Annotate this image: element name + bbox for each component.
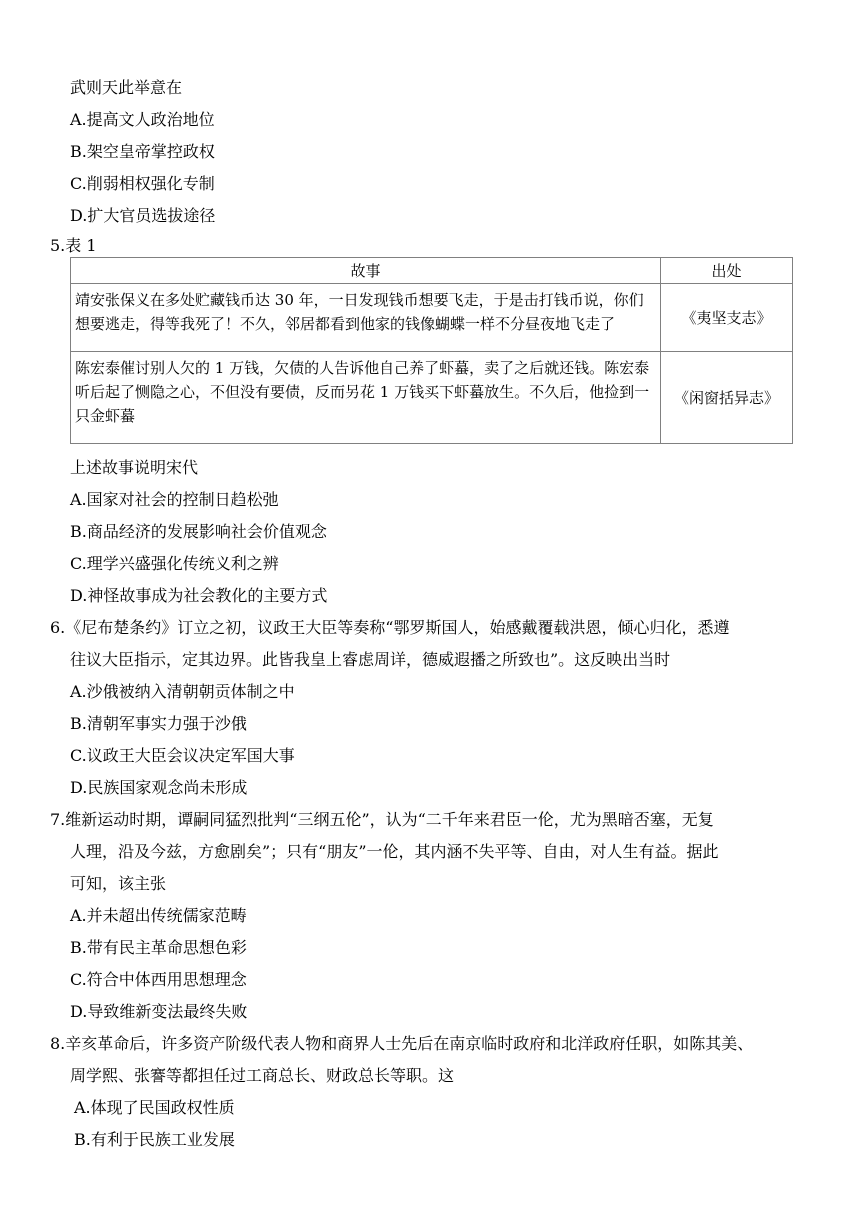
- q7-option-d: D.导致维新变法最终失败: [70, 1002, 248, 1021]
- q8-option-b: B.有利于民族工业发展: [74, 1130, 235, 1149]
- q7-option-a: A.并未超出传统儒家范畴: [70, 906, 247, 925]
- table-header-row: [71, 258, 793, 284]
- q4-option-a: A.提高文人政治地位: [70, 110, 215, 129]
- table-cell-source: 《闲窗括异志》: [661, 352, 793, 444]
- q6-option-b: B.清朝军事实力强于沙俄: [70, 714, 247, 733]
- q6-stem-line2: 往议大臣指示，定其边界。此皆我皇上睿虑周详，德威遐播之所致也”。这反映出当时: [70, 650, 671, 669]
- q6-stem-line1: 6.《尼布楚条约》订立之初，议政王大臣等奏称“鄂罗斯国人，始感戴覆载洪恩，倾心归化，悉遵: [50, 618, 730, 637]
- table-row: [71, 284, 793, 352]
- q7-stem-line1: 7.维新运动时期，谭嗣同猛烈批判“三纲五伦”，认为“二千年来君臣一伦，尤为黑暗否塞，无复: [50, 810, 714, 829]
- q5-option-b: B.商品经济的发展影响社会价值观念: [70, 522, 327, 541]
- q8-option-a: A.体现了民国政权性质: [74, 1098, 235, 1117]
- q5-table: [70, 257, 793, 444]
- q8-stem-line2: 周学熙、张謇等都担任过工商总长、财政总长等职。这: [70, 1066, 455, 1085]
- q7-stem-line2: 人理，沿及今兹，方愈剧矣”；只有“朋友”一伦，其内涵不失平等、自由，对人生有益。据此: [70, 842, 719, 861]
- table-cell-story: 陈宏泰催讨别人欠的 1 万钱，欠债的人告诉他自己养了虾蟇，卖了之后就还钱。陈宏泰听后起了恻隐之心，不但没有要债，反而另花 1 万钱买下虾蟇放生。不久后，他捡到一只金虾蟇: [71, 352, 661, 444]
- q7-option-b: B.带有民主革命思想色彩: [70, 938, 247, 957]
- q4-stem-tail: 武则天此举意在: [70, 78, 183, 97]
- q4-option-d: D.扩大官员选拔途径: [70, 206, 216, 225]
- q6-option-d: D.民族国家观念尚未形成: [70, 778, 248, 797]
- q7-stem-line3: 可知，该主张: [70, 874, 167, 893]
- q5-stem-tail: 上述故事说明宋代: [70, 458, 199, 477]
- table-header-story: 故事: [71, 258, 661, 284]
- q8-stem-line1: 8.辛亥革命后，许多资产阶级代表人物和商界人士先后在南京临时政府和北洋政府任职，如陈其美、: [50, 1034, 754, 1053]
- q6-option-c: C.议政王大臣会议决定军国大事: [70, 746, 295, 765]
- q5-option-c: C.理学兴盛强化传统义利之辨: [70, 554, 279, 573]
- q5-option-a: A.国家对社会的控制日趋松弛: [70, 490, 279, 509]
- q5-label: 5.表 1: [50, 236, 97, 255]
- table-row: [71, 352, 793, 444]
- q7-option-c: C.符合中体西用思想理念: [70, 970, 247, 989]
- q4-option-c: C.削弱相权强化专制: [70, 174, 215, 193]
- table-cell-source: 《夷坚支志》: [661, 284, 793, 352]
- q6-option-a: A.沙俄被纳入清朝朝贡体制之中: [70, 682, 295, 701]
- q5-option-d: D.神怪故事成为社会教化的主要方式: [70, 586, 328, 605]
- table-header-source: 出处: [661, 258, 793, 284]
- q4-option-b: B.架空皇帝掌控政权: [70, 142, 215, 161]
- table-cell-story: 靖安张保义在多处贮藏钱币达 30 年，一日发现钱币想要飞走，于是击打钱币说，你们想要逃走，得等我死了！不久，邻居都看到他家的钱像蝴蝶一样不分昼夜地飞走了: [71, 284, 661, 352]
